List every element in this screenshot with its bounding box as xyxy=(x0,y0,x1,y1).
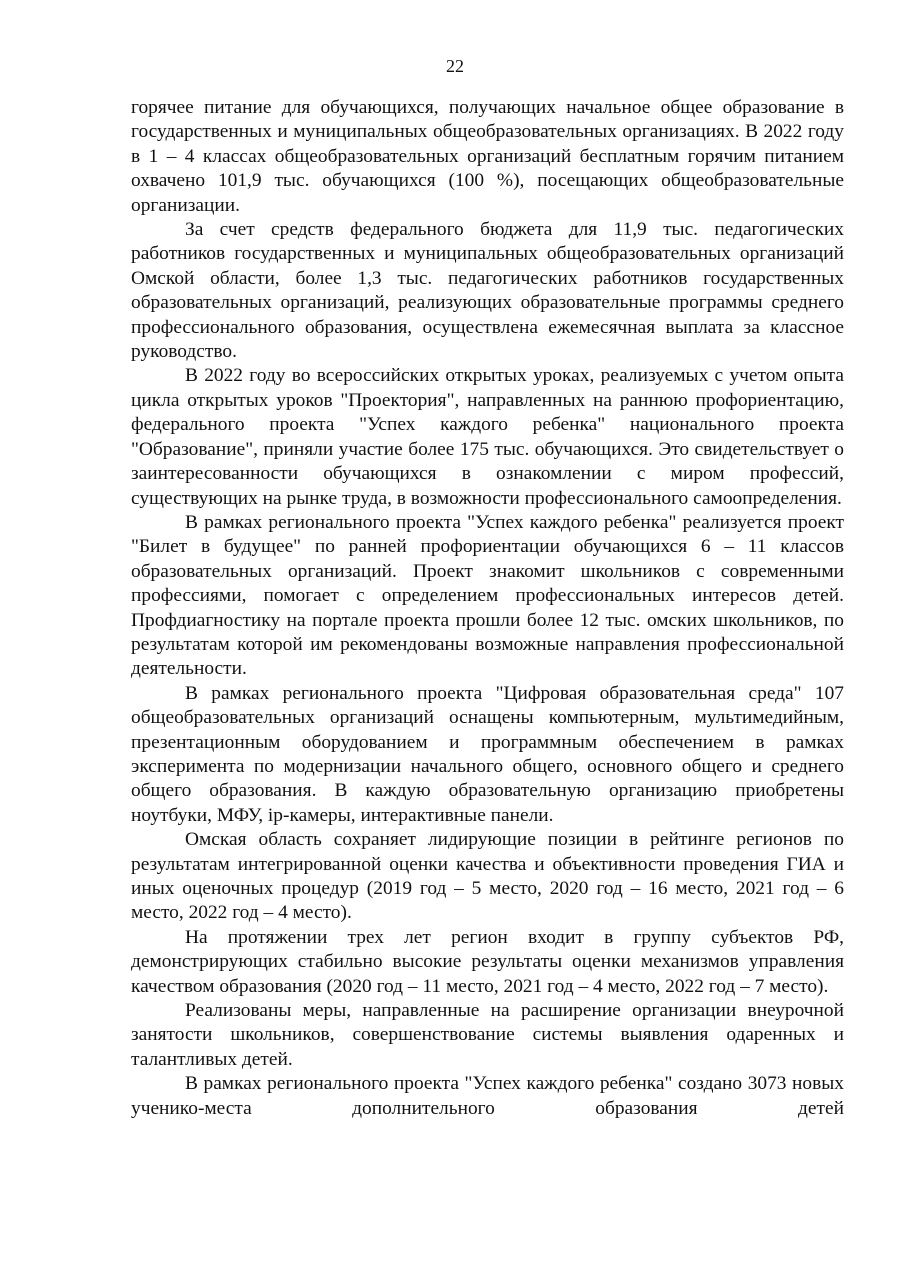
document-body xyxy=(131,96,844,1121)
paragraph-quality-management: На протяжении трех лет регион входит в группу субъектов РФ, демонстрирующих стабильно высокие результаты оценки механизмов управления качеством образования (2020 год – 11 место, 2021 год – 4 место, 2022 год – 7 место). xyxy=(131,926,844,997)
paragraph-proektoria-lessons: В 2022 году во всероссийских открытых уроках, реализуемых с учетом опыта цикла открытых уроков "Проектория", направленных на раннюю профориентацию, федерального проекта "Успех каждого ребенка" национального проекта "Образование", приняли участие более 175 тыс. обучающихся. Это свидетельствует о заинтересованности обучающихся в ознакомлении с миром профессий, существующих на рынке труда, в возможности профессионального самоопределения. xyxy=(131,365,844,509)
paragraph-new-places: В рамках регионального проекта "Успех каждого ребенка" создано 3073 новых ученико-места дополнительного образования детей xyxy=(131,1073,844,1119)
paragraph-digital-environment: В рамках регионального проекта "Цифровая образовательная среда" 107 общеобразовательных организаций оснащены компьютерным, мультимедийным, презентационным оборудованием и программным обеспечением в рамках эксперимента по модернизации начального общего, основного общего и среднего общего образования. В каждую образовательную организацию приобретены ноутбуки, МФУ, ip-камеры, интерактивные панели. xyxy=(131,682,844,826)
paragraph-extracurricular: Реализованы меры, направленные на расширение организации внеурочной занятости школьников, совершенствование системы выявления одаренных и талантливых детей. xyxy=(131,1000,844,1070)
paragraph-ticket-to-future: В рамках регионального проекта "Успех каждого ребенка" реализуется проект "Билет в будущее" по ранней профориентации обучающихся 6 – 11 классов образовательных организаций. Проект знакомит школьников с современными профессиями, помогает с определением профессиональных интересов детей. Профдиагностику на портале проекта прошли более 12 тыс. омских школьников, по результатам которой им рекомендованы возможные направления профессиональной деятельности. xyxy=(131,511,844,680)
paragraph-rating-positions: Омская область сохраняет лидирующие позиции в рейтинге регионов по результатам интегрированной оценки качества и объективности проведения ГИА и иных оценочных процедур (2019 год – 5 место, 2020 год – 16 место, 2021 год – 6 место, 2022 год – 4 место). xyxy=(131,829,844,924)
page-number: 22 xyxy=(446,56,464,76)
paragraph-hot-meals: горячее питание для обучающихся, получающих начальное общее образование в государственных и муниципальных общеобразовательных организациях. В 2022 году в 1 – 4 классах общеобразовательных организаций бесплатным горячим питанием охвачено 101,9 тыс. обучающихся (100 %), посещающих общеобразовательные организации. xyxy=(131,97,844,216)
paragraph-class-teacher-payment: За счет средств федерального бюджета для 11,9 тыс. педагогических работников государственных и муниципальных общеобразовательных организаций Омской области, более 1,3 тыс. педагогических работников государственных образовательных организаций, реализующих образовательные программы среднего профессионального образования, осуществлена ежемесячная выплата за классное руководство. xyxy=(131,219,844,363)
